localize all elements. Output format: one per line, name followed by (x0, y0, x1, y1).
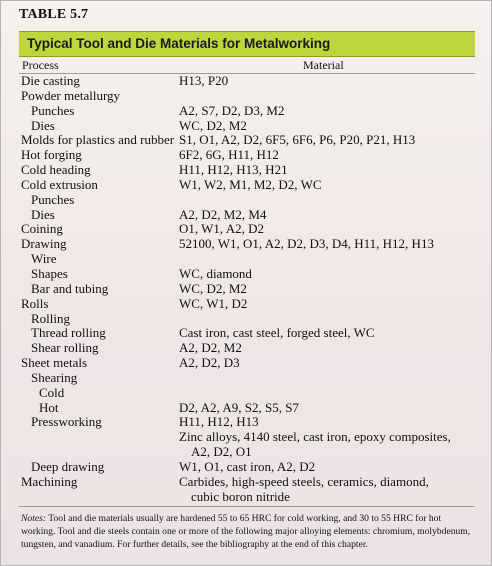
table-row (19, 133, 475, 148)
table-row (19, 475, 475, 490)
row-process: Rolls (21, 295, 49, 311)
table-row (19, 163, 475, 178)
row-material: A2, D2, M2, M4 (179, 206, 267, 222)
row-material: WC, diamond (179, 265, 252, 281)
table-row (19, 267, 475, 282)
notes-text: Tool and die materials usually are hardened 55 to 65 HRC for cold working, and 30 to 55 HRC for hot working. Tool and die steels contain one or more of the following major alloying elements: chromium, molybdenum, tungsten, and vanadium. For further details, see the bibliography at the end of this chapter. (21, 513, 471, 550)
table-row (19, 460, 475, 475)
row-process: Drawing (21, 236, 67, 252)
row-process: Die casting (21, 73, 80, 88)
row-material: H13, P20 (179, 73, 229, 88)
row-process: Powder metallurgy (21, 87, 121, 103)
table-row (19, 237, 475, 252)
row-process: Thread rolling (31, 325, 106, 341)
row-process: Dies (31, 206, 55, 222)
row-material: 6F2, 6G, H11, H12 (179, 147, 279, 163)
table-row (19, 341, 475, 356)
row-process: Deep drawing (31, 458, 105, 474)
table-bottom-rule (19, 506, 475, 507)
row-material: W1, O1, cast iron, A2, D2 (179, 458, 316, 474)
table-row (19, 178, 475, 193)
table-row (19, 415, 475, 430)
table-row (19, 401, 475, 416)
row-process: Pressworking (31, 414, 102, 430)
row-material: D2, A2, A9, S2, S5, S7 (179, 399, 299, 415)
row-material: H11, H12, H13 (179, 414, 259, 430)
row-process: Hot (39, 399, 59, 415)
row-process: Dies (31, 117, 55, 133)
row-material: W1, W2, M1, M2, D2, WC (179, 176, 322, 192)
row-material: WC, D2, M2 (179, 280, 247, 296)
table-row (19, 208, 475, 223)
table-row (19, 445, 475, 460)
column-header-row (19, 57, 475, 74)
row-process: Coining (21, 221, 63, 237)
row-process: Punches (31, 191, 75, 207)
table-row (19, 490, 475, 505)
notes-label: Notes: (21, 513, 47, 524)
row-material: A2, D2, D3 (179, 355, 240, 371)
table-title: Typical Tool and Die Materials for Metalworking (27, 36, 331, 51)
row-process: Cold extrusion (21, 176, 98, 192)
row-process: Punches (31, 102, 75, 118)
table-row (19, 282, 475, 297)
row-process: Cold heading (21, 162, 91, 178)
row-material: O1, W1, A2, D2 (179, 221, 264, 237)
table-title-bar (19, 31, 475, 57)
table-row (19, 326, 475, 341)
row-material: A2, S7, D2, D3, M2 (179, 102, 285, 118)
row-process: Rolling (31, 310, 71, 326)
row-process: Bar and tubing (31, 280, 109, 296)
table-row (19, 148, 475, 163)
row-material: cubic boron nitride (191, 488, 290, 504)
row-process: Wire (31, 251, 57, 267)
table-row (19, 297, 475, 312)
row-material: Zinc alloys, 4140 steel, cast iron, epoxy composites, (179, 429, 451, 445)
row-process: Shearing (31, 369, 78, 385)
row-material: WC, W1, D2 (179, 295, 248, 311)
row-material: WC, D2, M2 (179, 117, 247, 133)
row-material: S1, O1, A2, D2, 6F5, 6F6, P6, P20, P21, H13 (179, 132, 416, 148)
table-body (19, 74, 475, 504)
row-process: Sheet metals (21, 355, 88, 371)
header-process: Process (22, 58, 59, 72)
table-row (19, 119, 475, 134)
row-material: 52100, W1, O1, A2, D2, D3, D4, H11, H12, H13 (179, 236, 434, 252)
table-row (19, 89, 475, 104)
table-number: TABLE 5.7 (19, 7, 89, 22)
table-row (19, 252, 475, 267)
table-row (19, 74, 475, 89)
row-process: Molds for plastics and rubber (21, 132, 175, 148)
row-material: Carbides, high-speed steels, ceramics, diamond, (179, 473, 429, 489)
table-row (19, 193, 475, 208)
row-process: Cold (39, 384, 65, 400)
table-row (19, 222, 475, 237)
row-material: Cast iron, cast steel, forged steel, WC (179, 325, 375, 341)
table-row (19, 104, 475, 119)
row-material: H11, H12, H13, H21 (179, 162, 288, 178)
row-process: Machining (21, 473, 78, 489)
table-row (19, 430, 475, 445)
row-process: Shear rolling (31, 340, 99, 356)
row-material: A2, D2, O1 (191, 444, 252, 460)
header-material: Material (303, 58, 344, 72)
row-process: Hot forging (21, 147, 82, 163)
table-row (19, 356, 475, 371)
table-row (19, 371, 475, 386)
table-row (19, 386, 475, 401)
table-row (19, 312, 475, 327)
row-material: A2, D2, M2 (179, 340, 242, 356)
row-process: Shapes (31, 265, 68, 281)
table-notes (21, 512, 473, 551)
